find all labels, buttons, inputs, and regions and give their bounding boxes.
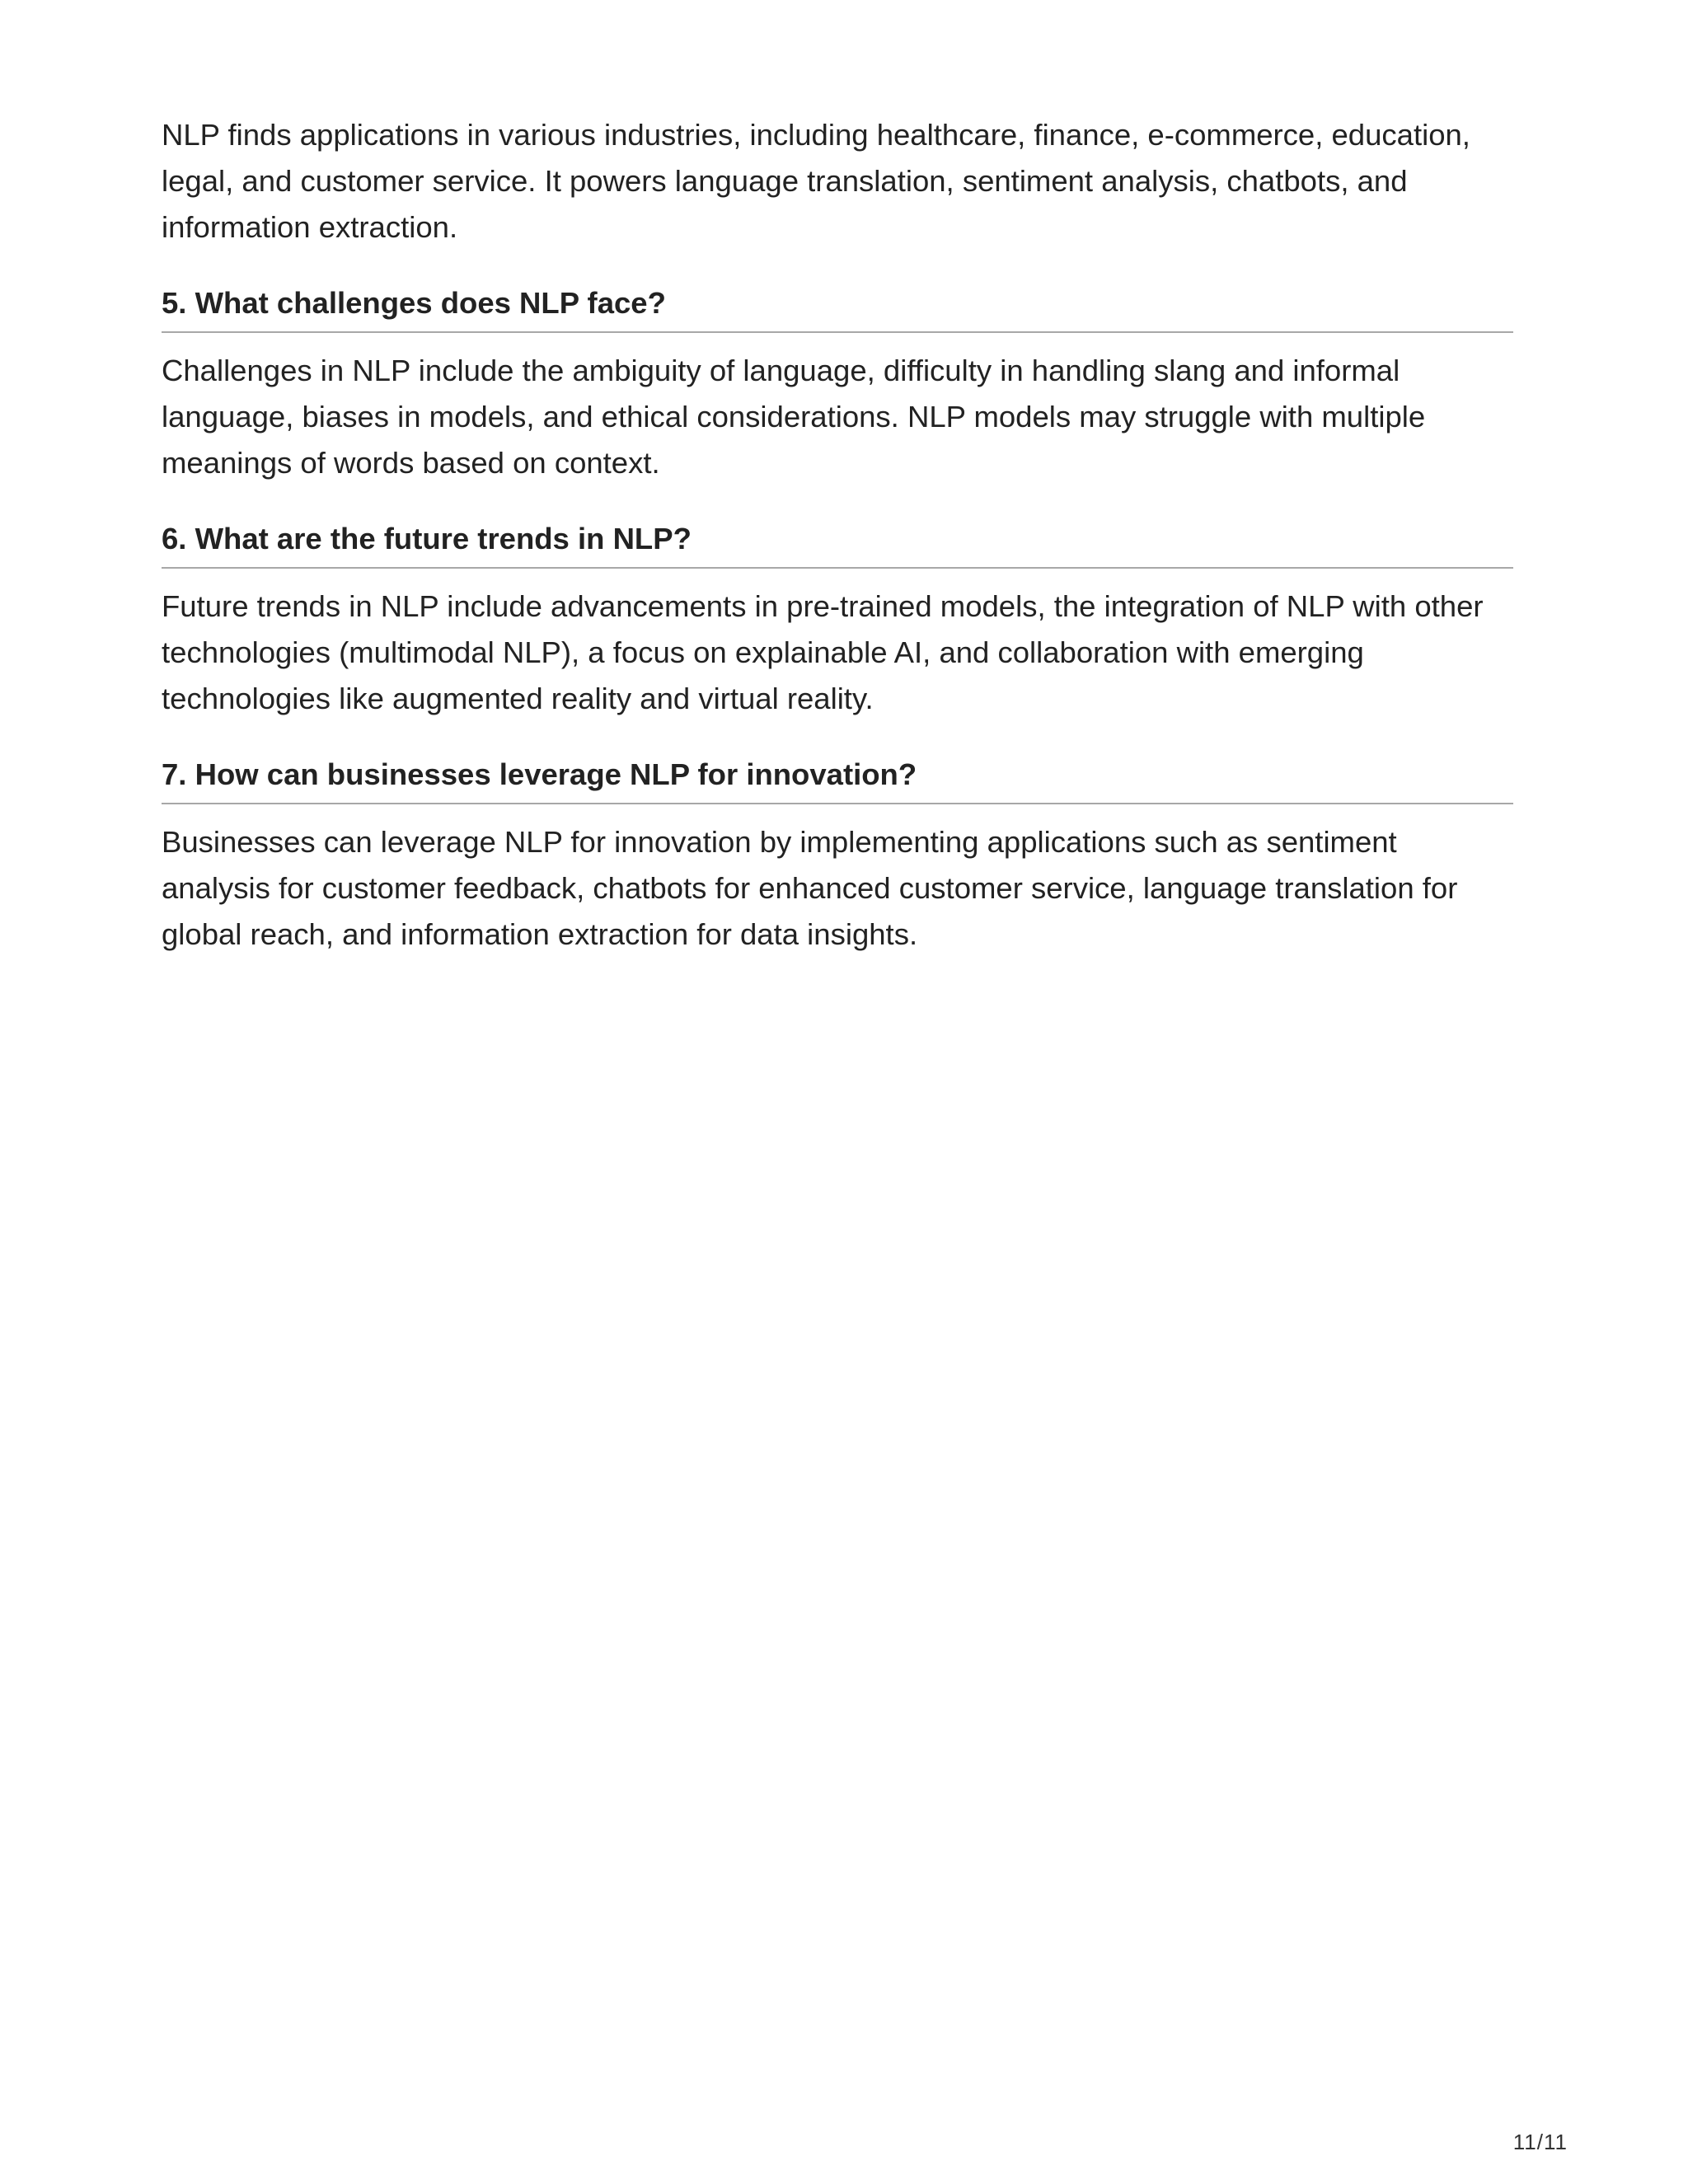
faq-item-7	[162, 755, 1513, 958]
faq-question-7: 7. How can businesses leverage NLP for innovation?	[162, 755, 1513, 804]
faq-answer-6: Future trends in NLP include advancements in pre-trained models, the integration of NLP with other technologies (multimodal NLP), a focus on explainable AI, and collaboration with emerging technologies like augmented reality and virtual reality.	[162, 589, 1484, 715]
intro-paragraph: NLP finds applications in various industries, including healthcare, finance, e-commerce, education, legal, and customer service. It powers language translation, sentiment analysis, chatbots, and information extraction.	[162, 118, 1470, 244]
faq-question-6: 6. What are the future trends in NLP?	[162, 519, 1513, 569]
faq-item-6	[162, 519, 1513, 722]
faq-question-5: 5. What challenges does NLP face?	[162, 284, 1513, 333]
page-number: 11/11	[1512, 2130, 1568, 2154]
faq-answer-5: Challenges in NLP include the ambiguity of language, difficulty in handling slang and informal language, biases in models, and ethical considerations. NLP models may struggle with multiple meanings of words based on context.	[162, 354, 1426, 480]
document-body	[162, 112, 1513, 958]
faq-answer-7: Businesses can leverage NLP for innovation by implementing applications such as sentiment analysis for customer feedback, chatbots for enhanced customer service, language translation for global reach, and information extraction for data insights.	[162, 825, 1458, 951]
faq-item-5	[162, 284, 1513, 486]
